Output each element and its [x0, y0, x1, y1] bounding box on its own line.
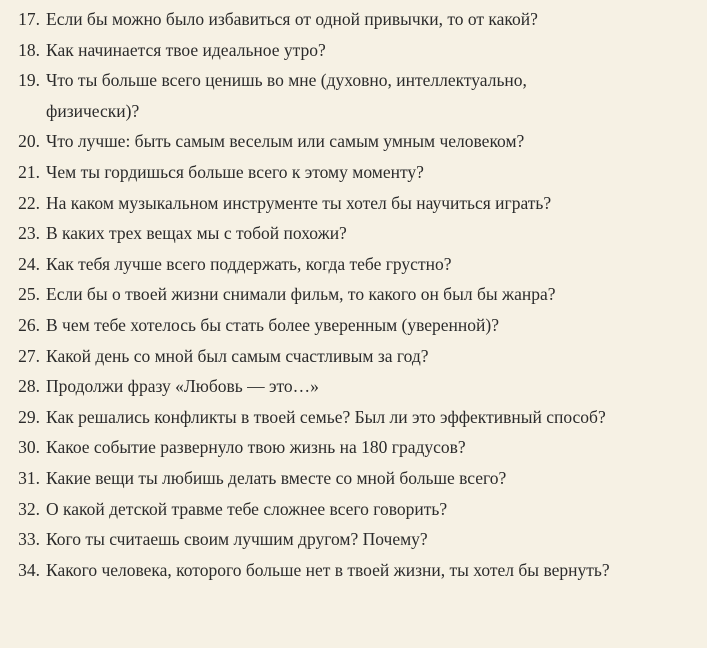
- question-text: Какого человека, которого больше нет в твоей жизни, ты хотел бы вернуть?: [46, 559, 610, 580]
- question-number: 18.: [18, 39, 40, 60]
- question-item-17: [0, 4, 690, 35]
- question-number: 20.: [18, 131, 40, 152]
- question-number: 34.: [18, 559, 40, 580]
- question-text: Продолжи фразу «Любовь — это…»: [46, 376, 319, 397]
- question-item-21: [0, 157, 690, 188]
- question-text: Что лучше: быть самым веселым или самым умным человеком?: [46, 131, 525, 152]
- question-item-30: [0, 432, 690, 463]
- question-text: Что ты больше всего ценишь во мне (духовно, интеллектуально, физически)?: [46, 70, 527, 121]
- question-item-27: [0, 341, 690, 372]
- question-text: Какой день со мной был самым счастливым за год?: [46, 345, 429, 366]
- question-number: 32.: [18, 498, 40, 519]
- question-item-26: [0, 310, 690, 341]
- question-item-28: [0, 371, 690, 402]
- question-number: 23.: [18, 223, 40, 244]
- question-item-22: [0, 188, 690, 219]
- question-item-18: [0, 35, 690, 66]
- question-number: 33.: [18, 529, 40, 550]
- question-text: Какие вещи ты любишь делать вместе со мной больше всего?: [46, 467, 507, 488]
- question-number: 30.: [18, 437, 40, 458]
- question-text: Кого ты считаешь своим лучшим другом? Почему?: [46, 529, 428, 550]
- question-text: На каком музыкальном инструменте ты хотел бы научиться играть?: [46, 192, 552, 213]
- question-text: Если бы о твоей жизни снимали фильм, то какого он был бы жанра?: [46, 284, 556, 305]
- question-item-31: [0, 463, 690, 494]
- question-number: 26.: [18, 314, 40, 335]
- question-number: 28.: [18, 376, 40, 397]
- question-text: Как решались конфликты в твоей семье? Был ли это эффективный способ?: [46, 406, 606, 427]
- question-text: Если бы можно было избавиться от одной привычки, то от какой?: [46, 9, 538, 29]
- question-item-29: [0, 402, 690, 433]
- question-item-19: [0, 65, 690, 126]
- question-item-32: [0, 494, 690, 525]
- question-text: Чем ты гордишься больше всего к этому моменту?: [46, 161, 424, 182]
- question-text: Как начинается твое идеальное утро?: [46, 39, 326, 60]
- question-text: В каких трех вещах мы с тобой похожи?: [46, 223, 347, 244]
- question-item-33: [0, 524, 690, 555]
- question-number: 24.: [18, 253, 40, 274]
- question-item-23: [0, 218, 690, 249]
- question-number: 25.: [18, 284, 40, 305]
- question-list: [0, 4, 690, 585]
- question-number: 22.: [18, 192, 40, 213]
- question-item-24: [0, 249, 690, 280]
- question-item-34: [0, 555, 690, 586]
- question-number: 29.: [18, 406, 40, 427]
- question-text: Какое событие развернуло твою жизнь на 180 градусов?: [46, 437, 466, 458]
- question-number: 21.: [18, 161, 40, 182]
- question-text: В чем тебе хотелось бы стать более уверенным (уверенной)?: [46, 314, 500, 335]
- question-number: 31.: [18, 467, 40, 488]
- question-number: 19.: [18, 70, 40, 91]
- question-item-25: [0, 279, 690, 310]
- question-number: 17.: [18, 9, 40, 29]
- question-text: О какой детской травме тебе сложнее всего говорить?: [46, 498, 448, 519]
- question-number: 27.: [18, 345, 40, 366]
- question-item-20: [0, 126, 690, 157]
- question-text: Как тебя лучше всего поддержать, когда тебе грустно?: [46, 253, 452, 274]
